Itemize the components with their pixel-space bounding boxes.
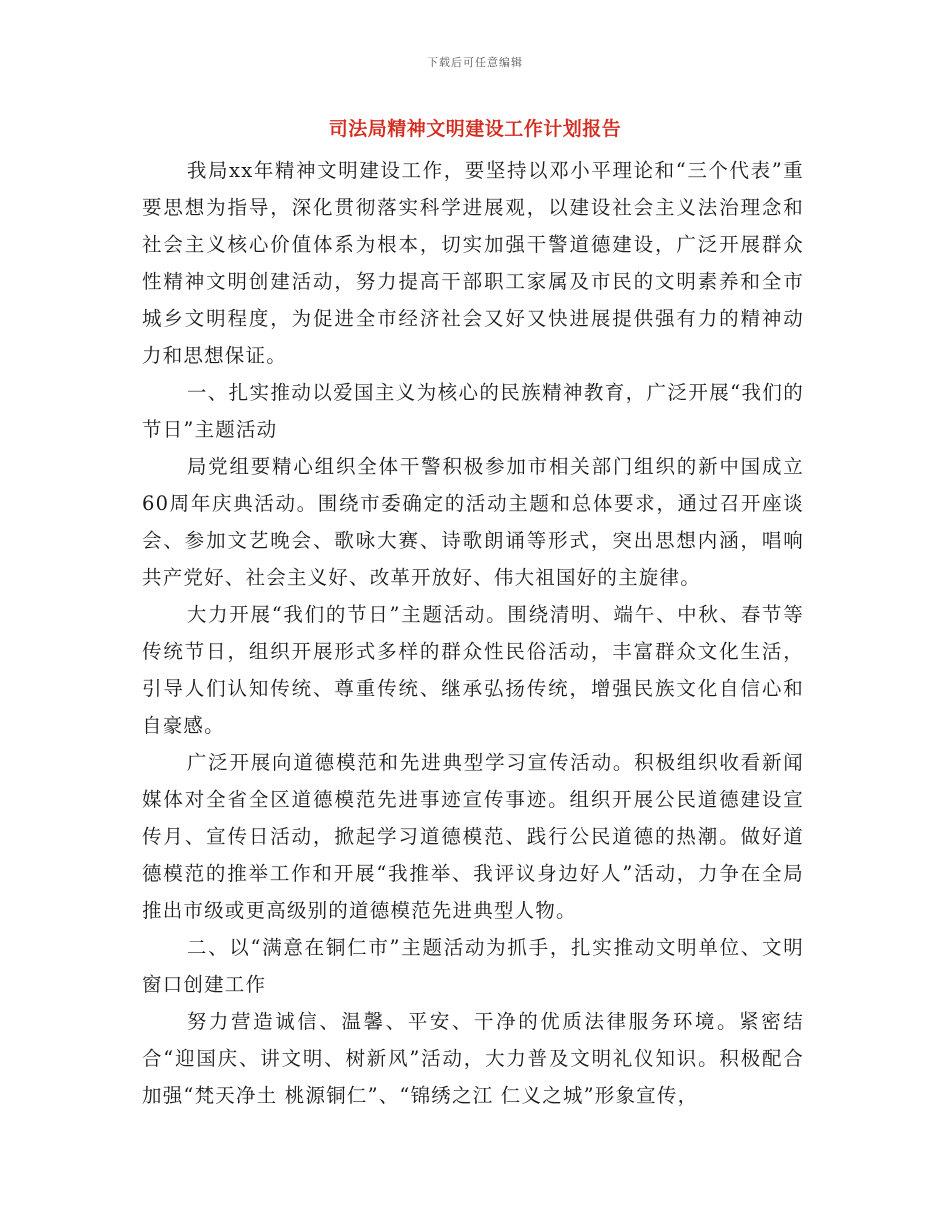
header-note: 下载后可任意编辑 — [427, 56, 523, 69]
document-title: 司法局精神文明建设工作计划报告 — [328, 118, 622, 140]
body-paragraph: 广泛开展向道德模范和先进典型学习宣传活动。积极组织收看新闻媒体对全省全区道德模范先进事迹宣传事迹。组织开展公民道德建设宣传月、宣传日活动，掀起学习道德模范、践行公民道德的热潮。做好道德模范的推举工作和开展“我推举、我评议身边好人”活动，力争在全局推出市级或更高级别的道德模范先进典型人物。 — [142, 751, 804, 922]
body-paragraph: 努力营造诚信、温馨、平安、干净的优质法律服务环境。紧密结合“迎国庆、讲文明、树新风”活动，大力普及文明礼仪知识。积极配合加强“梵天净土 桃源铜仁”、“锦绣之江 仁义之城”形象宣传， — [142, 1010, 804, 1107]
section-heading-1: 一、扎实推动以爱国主义为核心的民族精神教育，广泛开展“我们的节日”主题活动 — [142, 381, 804, 441]
section-heading-2: 二、以“满意在铜仁市”主题活动为抓手，扎实推动文明单位、文明窗口创建工作 — [142, 936, 804, 996]
document-body — [142, 152, 804, 1114]
body-paragraph: 局党组要精心组织全体干警积极参加市相关部门组织的新中国成立60周年庆典活动。围绕市委确定的活动主题和总体要求，通过召开座谈会、参加文艺晚会、歌咏大赛、诗歌朗诵等形式，突出思想内涵，唱响共产党好、社会主义好、改革开放好、伟大祖国好的主旋律。 — [142, 455, 804, 589]
intro-paragraph: 我局xx年精神文明建设工作，要坚持以邓小平理论和“三个代表”重要思想为指导，深化贯彻落实科学进展观，以建设社会主义法治理念和社会主义核心价值体系为根本，切实加强干警道德建设，广泛开展群众性精神文明创建活动，努力提高干部职工家属及市民的文明素养和全市城乡文明程度，为促进全市经济社会又好又快进展提供强有力的精神动力和思想保证。 — [142, 159, 804, 367]
body-paragraph: 大力开展“我们的节日”主题活动。围绕清明、端午、中秋、春节等传统节日，组织开展形式多样的群众性民俗活动，丰富群众文化生活，引导人们认知传统、尊重传统、继承弘扬传统，增强民族文化自信心和自豪感。 — [142, 603, 804, 737]
